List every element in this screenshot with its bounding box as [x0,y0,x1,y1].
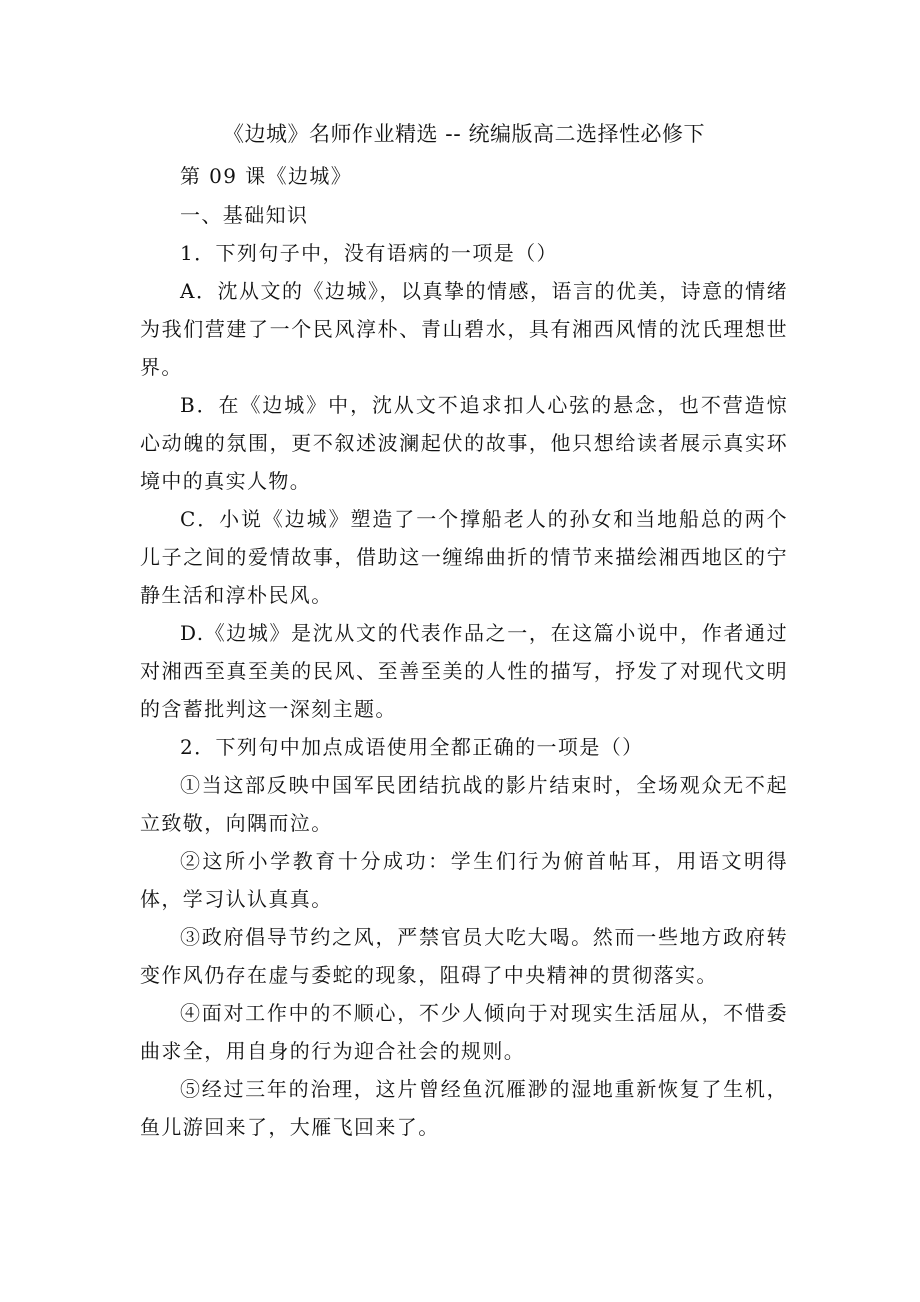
question-1-option-c: C．小说《边城》塑造了一个撑船老人的孙女和当地船总的两个儿子之间的爱情故事，借助这一缠绵曲折的情节来描绘湘西地区的宁静生活和淳朴民风。 [140,507,788,607]
question-2-item-3: ③政府倡导节约之风，严禁官员大吃大喝。然而一些地方政府转变作风仍存在虚与委蛇的现象，阻碍了中央精神的贯彻落实。 [140,925,788,987]
question-1-option-d: D.《边城》是沈从文的代表作品之一，在这篇小说中，作者通过对湘西至真至美的民风、至善至美的人性的描写，抒发了对现代文明的含蓄批判这一深刻主题。 [140,621,788,721]
section-heading: 一、基础知识 [180,203,309,227]
question-1-option-a: A．沈从文的《边城》，以真挚的情感，语言的优美，诗意的情绪为我们营建了一个民风淳朴、青山碧水，具有湘西风情的沈氏理想世界。 [140,279,788,379]
document-page [140,112,788,1146]
lesson-heading: 第 09 课《边城》 [180,164,353,188]
question-2-item-1: ①当这部反映中国军民团结抗战的影片结束时，全场观众无不起立致敬，向隅而泣。 [140,773,788,835]
document-title: 《边城》名师作业精选 -- 统编版高二选择性必修下 [222,122,705,146]
question-2-item-4: ④面对工作中的不顺心，不少人倾向于对现实生活屈从，不惜委曲求全，用自身的行为迎合社会的规则。 [140,1001,788,1063]
question-1-stem: 1．下列句子中，没有语病的一项是（） [180,241,558,265]
question-2-item-5: ⑤经过三年的治理，这片曾经鱼沉雁渺的湿地重新恢复了生机，鱼儿游回来了，大雁飞回来了。 [140,1077,788,1139]
question-2-stem: 2．下列句中加点成语使用全都正确的一项是（） [180,735,644,759]
question-1-option-b: B．在《边城》中，沈从文不追求扣人心弦的悬念，也不营造惊心动魄的氛围，更不叙述波澜起伏的故事，他只想给读者展示真实环境中的真实人物。 [140,393,788,493]
question-2-item-2: ②这所小学教育十分成功：学生们行为俯首帖耳，用语文明得体，学习认认真真。 [140,849,788,911]
